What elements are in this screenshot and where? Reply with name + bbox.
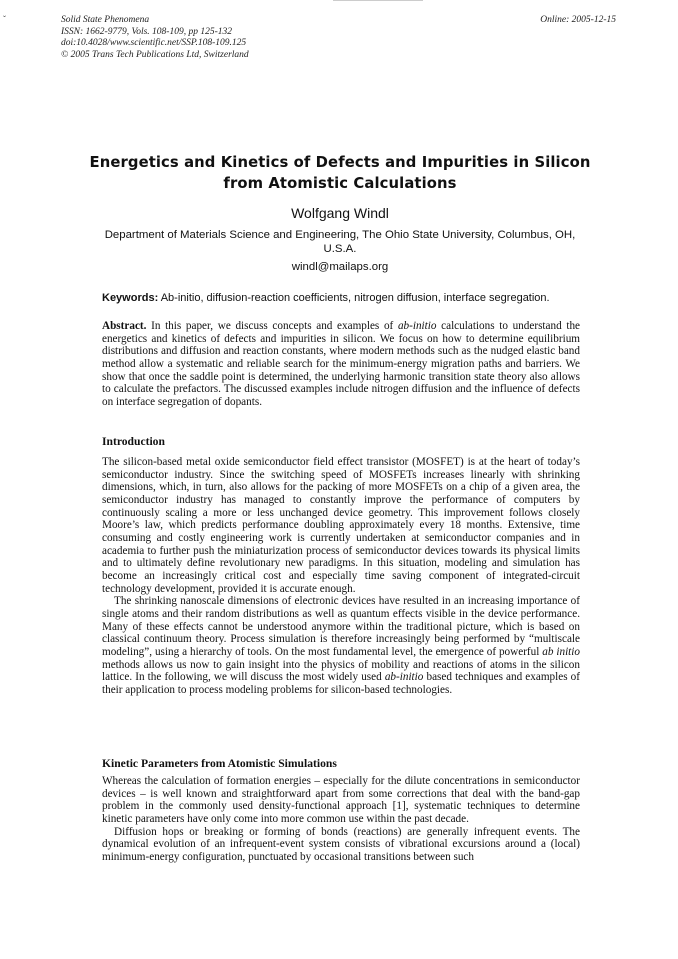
keywords-label: Keywords: [102, 292, 159, 304]
abstract-text-a: In this paper, we discuss concepts and examples of [146, 320, 398, 332]
kinetic-paragraph-1: Whereas the calculation of formation energies – especially for the dilute concentrations in semiconductor devices – is well known and straightforward apart from some corrections that deal with the band-gap problem in the commonly used density-functional approach [1], systematic techniques to determine kinetic parameters have only come into more common use within the past decade. [102, 775, 580, 825]
author-email[interactable]: windl@mailaps.org [291, 261, 389, 273]
introduction-body [102, 456, 580, 696]
doi-line[interactable]: doi:10.4028/www.scientific.net/SSP.108-109.125 [61, 38, 247, 48]
kinetic-paragraph-2: Diffusion hops or breaking or forming of bonds (reactions) are generally infrequent events. The dynamical evolution of an infrequent-event system consists of vibrational excursions around a (local) minimum-energy configuration, punctuated by occasional transitions between such [102, 825, 580, 863]
keywords-text: Ab-initio, diffusion-reaction coefficients, nitrogen diffusion, interface segregation. [158, 292, 550, 304]
intro-p2-emphasis-2: ab-initio [384, 671, 424, 684]
keywords [102, 292, 592, 304]
journal-header [61, 15, 249, 61]
author-affiliation: Department of Materials Science and Engineering, The Ohio State University, Columbus, OH, U.S.A. [104, 229, 576, 255]
intro-paragraph-1: The silicon-based metal oxide semiconductor field effect transistor (MOSFET) is at the heart of today’s semiconductor industry. Since the switching speed of MOSFETs increases linearly with shrinking dimensions, which, in turn, also allows for the packing of more MOSFETs on a chip of a given area, the semiconductor industry has managed to constantly improve the performance of computers by continuously scaling a more or less unchanged device geometry. This improvement follows closely Moore’s law, which predicts performance doubling approximately every 18 months. Extensive, time consuming and costly engineering work is currently undertaken at semiconductor companies and in academia to further push the miniaturization process of semiconductor devices towards its physical limits and to ultimately define revolutionary new paradigms. In this situation, modeling and simulation has become an increasingly critical cost and especially time saving component of integrated-circuit technology development, provided it is accurate enough. [102, 456, 580, 595]
abstract-text-b: calculations to understand the energetics and kinetics of defects and impurities in silicon. We focus on how to determine equilibrium distributions and diffusion and reaction constants, where modern methods such as the nudged elastic band method allow a systematic and reliable search for the minimum-energy migration paths and barriers. We show that once the saddle point is determined, the underlying harmonic transition state theory also allows to calculate the prefactors. The discussed examples include nitrogen diffusion and the influence of defects on interface segregation of dopants. [102, 320, 581, 408]
issn-line: ISSN: 1662-9779, Vols. 108-109, pp 125-132 [61, 26, 232, 37]
intro-p2-emphasis-1: ab initio [542, 645, 580, 658]
kinetic-body [102, 775, 580, 864]
abstract-label: Abstract. [102, 320, 147, 332]
top-scan-line [333, 0, 423, 1]
title-line-1: Energetics and Kinetics of Defects and Impurities in Silicon [89, 154, 591, 171]
author-name: Wolfgang Windl [291, 205, 389, 221]
intro-p2-text-c: based techniques and examples of their application to process modeling problems for silicon-based technologies. [102, 671, 580, 696]
online-date: Online: 2005-12-15 [540, 15, 616, 25]
paper-title [60, 152, 620, 194]
intro-p2-text-a: The shrinking nanoscale dimensions of electronic devices have resulted in an increasing importance of single atoms and their random distributions as well as quantum effects visible in the device performance. Many of these effects cannot be understood anymore within the traditional picture, which is based on classical continuum theory. Process simulation is therefore increasingly being performed by “multiscale modeling”, using a hierarchy of tools. On the most fundamental level, the emergence of powerful [102, 595, 580, 658]
journal-name: Solid State Phenomena [61, 15, 150, 25]
section-heading-introduction: Introduction [102, 435, 165, 448]
section-heading-kinetic: Kinetic Parameters from Atomistic Simulations [102, 757, 337, 770]
margin-mark: ˇ [3, 14, 6, 24]
abstract-emphasis: ab-initio [397, 320, 437, 332]
intro-paragraph-2 [102, 595, 580, 696]
title-line-2: from Atomistic Calculations [223, 175, 457, 192]
abstract [102, 320, 580, 409]
intro-p2-text-b: methods allows us now to gain insight into the physics of mobility and reactions of atoms in the silicon lattice. In the following, we will discuss the most widely used [102, 658, 580, 684]
copyright-line: © 2005 Trans Tech Publications Ltd, Switzerland [61, 49, 249, 60]
